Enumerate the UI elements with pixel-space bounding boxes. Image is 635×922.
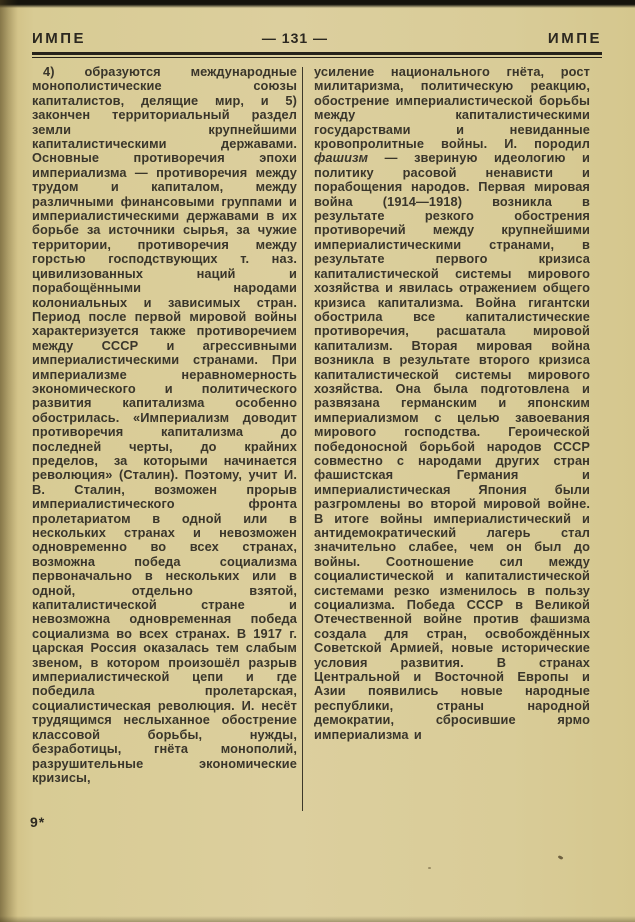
header-keyword-left: ИМПЕ [32,30,87,47]
right-column-text-lead: усиление национального гнёта, рост милитаризма, политическую реакцию, обострение империалистической борьбы между капиталистическими государствами и невиданные кровопролитные войны. И. породил [314,65,590,152]
header-rule [32,52,602,58]
paper-speck [558,855,564,860]
scan-left-edge-shadow [0,0,18,922]
text-columns [32,65,590,813]
italic-term-fascism: фашизм [314,150,369,166]
paper-speck [428,867,431,869]
header-keyword-right: ИМПЕ [547,30,602,47]
right-column [314,65,590,813]
left-column [32,65,297,813]
page-number: — 131 — [261,30,329,46]
left-column-text: 4) образуются международные монополистические союзы капиталистов, делящие мир, и 5) закончен территориальный раздел земли крупнейшими капиталистическими державами. Основные противоречия эпохи империализма — противоречия между трудом и капиталом, между различными финансовыми группами и империалистическими державами в их борьбе за источники сырья, за чужие территории, противоречия между горстью господствующих т. наз. цивилизованных наций и порабощёнными народами колониальных и зависимых стран. Период после первой мировой войны характеризуется также противоречием между СССР и агрессивными империалистическими странами. При империализме неравномерность экономического и политического развития капитализма особенно обострилась. «Империализм доводит противоречия капитализма до последней черты, до крайних пределов, за которыми начинается революция» (Сталин). Поэтому, учит И. В. Сталин, возможен прорыв империалистического фронта пролетариатом в одной или в нескольких странах и невозможен одновременно во всех странах, возможна победа социализма первоначально в нескольких или в одной, отдельно взятой, капиталистической стране и невозможна одновременная победа социализма во всех странах. В 1917 г. царская Россия оказалась тем слабым звеном, в котором произошёл разрыв империалистической цепи и где победила пролетарская, социалистическая революция. И. несёт трудящимся неслыханное обострение классовой борьбы, нужды, безработицы, гнёта монополий, разрушительные экономические кризисы, [32,65,297,785]
running-header [32,30,602,47]
right-column-text-tail: — звериную идеологию и политику расовой ненависти и порабощения народов. Первая мировая война (1914—1918) возникла в результате резкого обострения противоречий между крупнейшими империалистическими странами, в результате первого кризиса капиталистической системы мирового хозяйства и явилась отражением общего кризиса капитализма. Война гигантски обострила все капиталистические противоречия, расшатала мировой капитализм. Вторая мировая война возникла в результате второго кризиса капиталистической системы мирового хозяйства. Она была подготовлена и развязана германским и японским империализмом с целью завоевания мирового господства. Героической победоносной борьбой народов СССР совместно с народами других стран фашистская Германия и империалистическая Япония были разгромлены во второй мировой войне. В итоге войны империалистический и антидемократический лагерь стал значительно слабее, чем он был до войны. Соотношение сил между социалистической и капиталистической системами резко изменилось в пользу социализма. Победа СССР в Великой Отечественной войне против фашизма создала для стран, освобождённых Советской Армией, новые исторические условия развития. В странах Центральной и Восточной Европы и Азии появились новые народные республики, страны народной демократии, сбросившие ярмо империализма и [314,150,590,742]
page-body [32,30,602,813]
scan-top-edge [0,0,635,8]
right-column-text [314,65,590,742]
signature-mark: 9* [30,814,46,830]
scan-bottom-edge [0,916,635,922]
column-divider [302,67,303,811]
